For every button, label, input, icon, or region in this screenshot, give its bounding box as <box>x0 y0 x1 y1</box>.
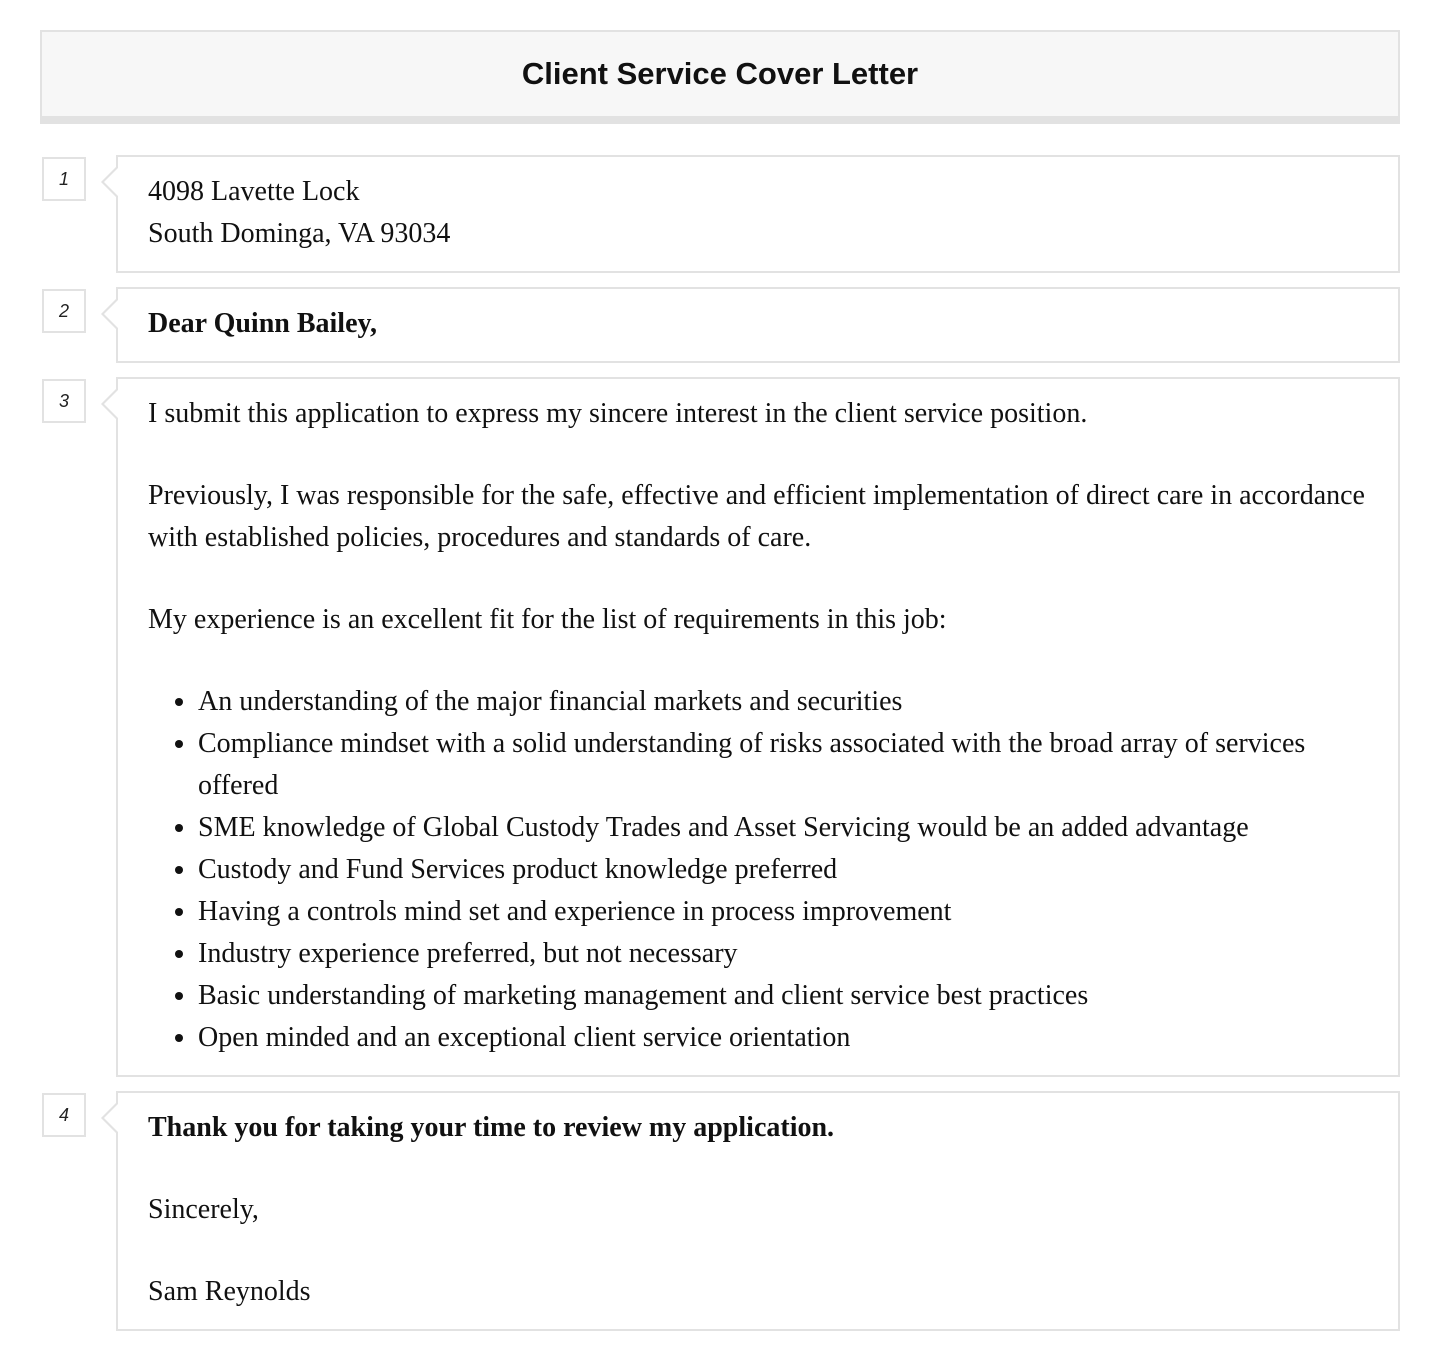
salutation-block <box>116 287 1400 363</box>
closing-line: Sincerely, <box>148 1194 259 1225</box>
list-item: • Open minded and an exceptional client service orientation <box>198 1017 1368 1059</box>
list-item: • Custody and Fund Services product knowledge preferred <box>198 849 1368 891</box>
page-title: Client Service Cover Letter <box>521 56 919 91</box>
body-block <box>116 377 1400 1077</box>
section-number: 2 <box>42 289 86 333</box>
requirements-list <box>148 681 1368 1059</box>
list-item: • Basic understanding of marketing management and client service best practices <box>198 975 1368 1017</box>
signature: Sam Reynolds <box>148 1276 311 1307</box>
fit-statement: My experience is an excellent fit for the list of requirements in this job: <box>148 604 947 635</box>
section-number: 3 <box>42 379 86 423</box>
list-item: • SME knowledge of Global Custody Trades and Asset Servicing would be an added advantage <box>198 807 1368 849</box>
address-line-1: 4098 Lavette Lock <box>148 176 360 207</box>
list-item: • Industry experience preferred, but not necessary <box>198 933 1368 975</box>
document-header <box>40 30 1400 124</box>
list-item: • Compliance mindset with a solid understanding of risks associated with the broad array of services offered <box>198 723 1368 807</box>
list-item: • Having a controls mind set and experience in process improvement <box>198 891 1368 933</box>
list-item: • An understanding of the major financial markets and securities <box>198 681 1368 723</box>
experience-paragraph: Previously, I was responsible for the safe, effective and efficient implementation of direct care in accordance with established policies, procedures and standards of care. <box>148 480 1365 553</box>
address-block <box>116 155 1400 273</box>
salutation: Dear Quinn Bailey, <box>148 308 377 339</box>
section-number: 4 <box>42 1093 86 1137</box>
section-number: 1 <box>42 157 86 201</box>
closing-block <box>116 1091 1400 1331</box>
intro-paragraph: I submit this application to express my sincere interest in the client service position. <box>148 398 1088 429</box>
thank-you-line: Thank you for taking your time to review my application. <box>148 1112 835 1143</box>
address-line-2: South Dominga, VA 93034 <box>148 218 451 249</box>
